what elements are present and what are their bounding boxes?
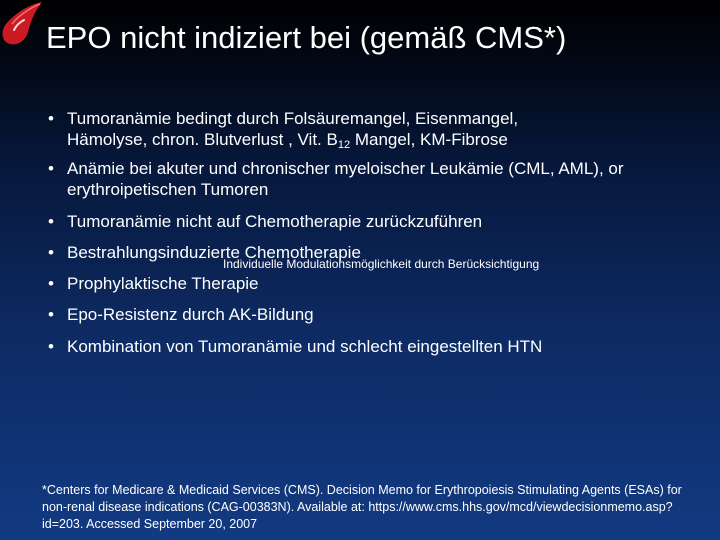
bullet-item (48, 158, 708, 200)
overlapping-subnote: Individuelle Modulationsmöglichkeit durch Berücksichtigung (223, 257, 540, 271)
bullet-dot: • (48, 212, 54, 231)
bullet-dot: • (48, 159, 54, 178)
bullet-dot: • (48, 109, 54, 128)
bullet-item (48, 273, 708, 294)
bullet-text: Prophylaktische Therapie (67, 274, 259, 293)
footnote-citation: *Centers for Medicare & Medicaid Services (CMS). Decision Memo for Erythropoiesis Stimulating Agents (ESAs) for non-renal disease indications (CAG-00383N). Available at: https://www.cms.hhs.gov/mcd/viewdecisionmemo.asp?id=203. Accessed September 20, 2007 (42, 483, 682, 531)
bullet-item (48, 211, 708, 232)
subscript-text: 12 (337, 139, 351, 151)
bullet-item (48, 108, 708, 150)
bullet-text: Bestrahlungsinduzierte Chemotherapie (67, 243, 361, 262)
bullet-list (48, 108, 708, 357)
red-drop-logo-icon (0, 0, 50, 50)
bullet-text: Mangel, KM-Fibrose (350, 130, 508, 149)
bullet-item (48, 336, 708, 357)
bullet-text: Tumoranämie nicht auf Chemotherapie zurückzuführen (67, 212, 483, 231)
bullet-item (48, 304, 708, 325)
bullet-text: Anämie bei akuter und chronischer myeloischer Leukämie (CML, AML), or erythroipetischen Tumoren (67, 159, 624, 199)
bullet-dot: • (48, 274, 54, 293)
bullet-text: Epo-Resistenz durch AK-Bildung (67, 305, 314, 324)
bullet-dot: • (48, 337, 54, 356)
slide-title: EPO nicht indiziert bei (gemäß CMS*) (46, 20, 567, 55)
bullet-text: Hämolyse, chron. Blutverlust , Vit. B (67, 130, 338, 149)
bullet-text: Kombination von Tumoranämie und schlecht eingestellten HTN (67, 337, 543, 356)
bullet-text: Tumoranämie bedingt durch Folsäuremangel, Eisenmangel, (67, 109, 519, 128)
bullet-dot: • (48, 243, 54, 262)
bullet-item (48, 242, 708, 271)
bullet-dot: • (48, 305, 54, 324)
